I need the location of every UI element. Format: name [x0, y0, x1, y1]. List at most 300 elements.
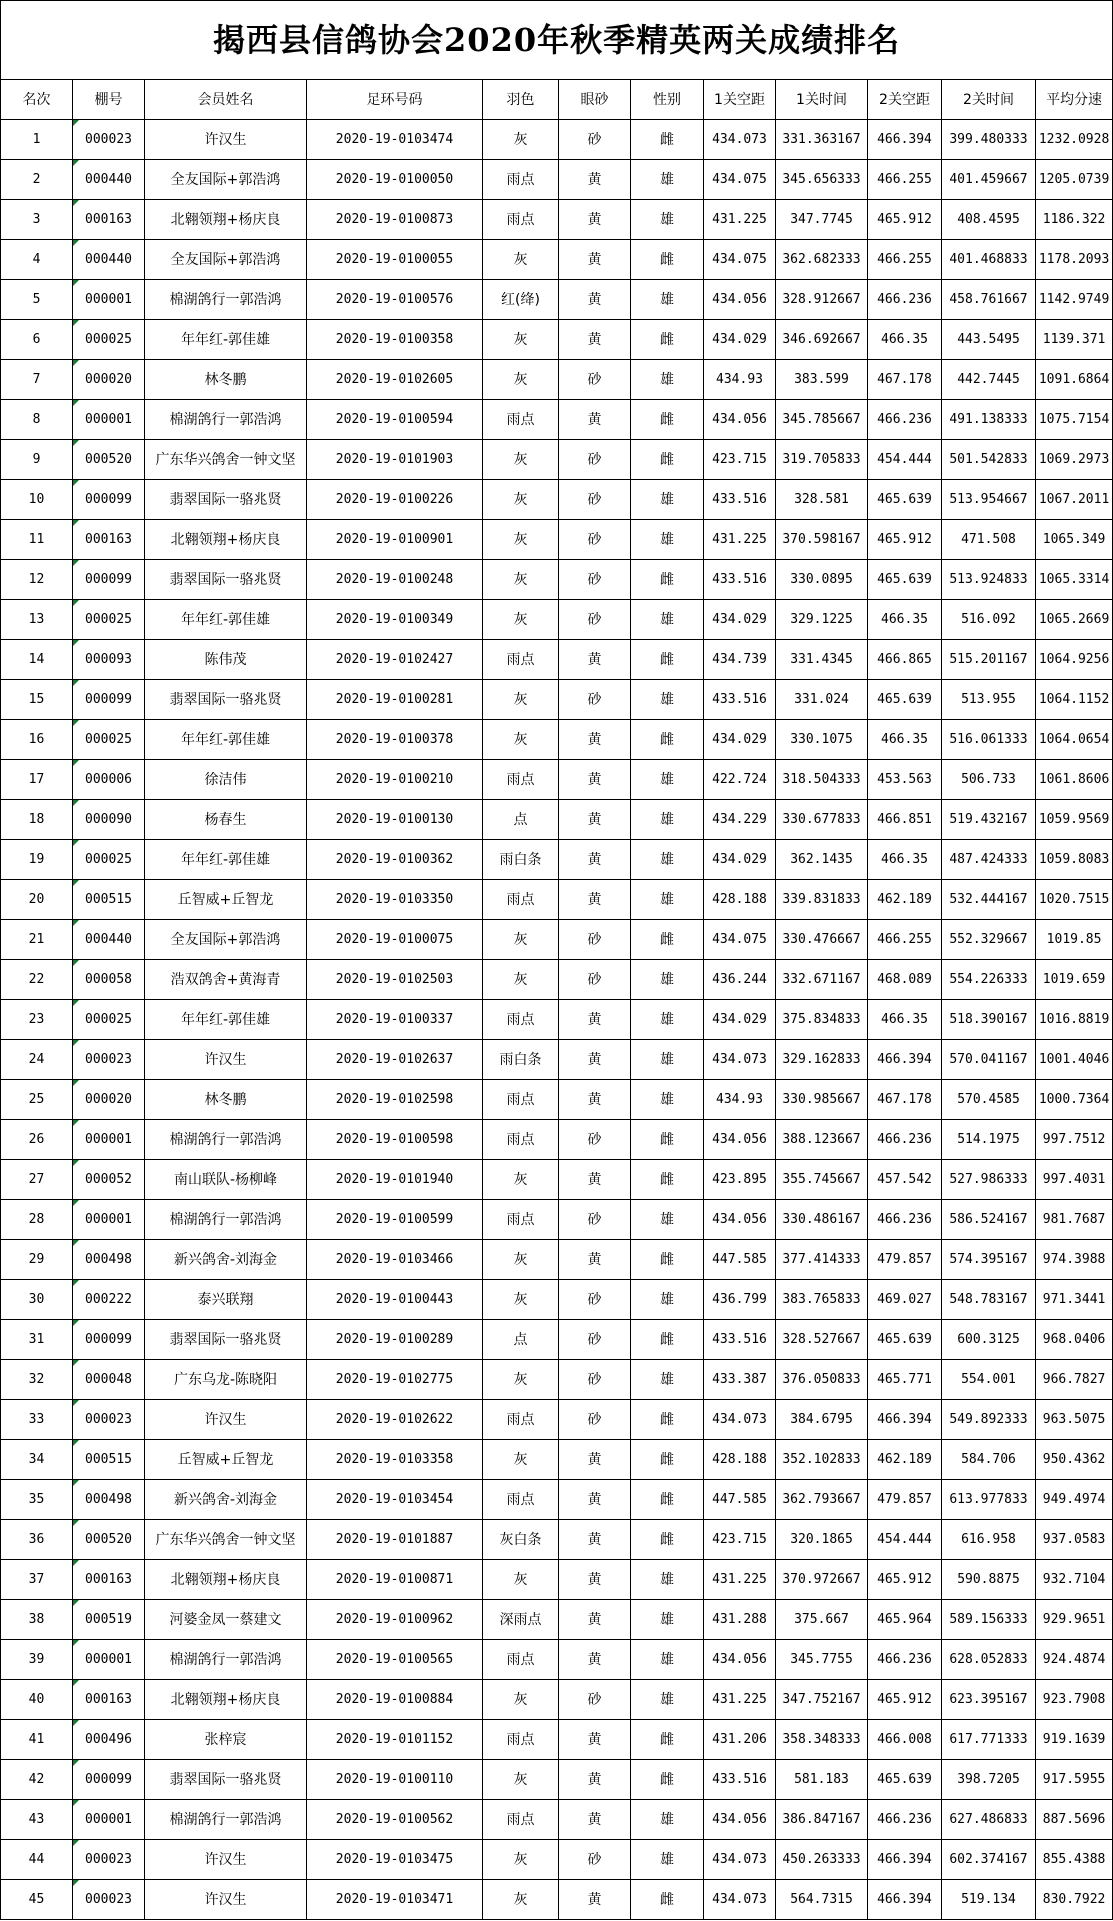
cell-sex: 雄 — [631, 200, 704, 240]
cell-rank: 40 — [1, 1680, 73, 1720]
cell-ring-number: 2020-19-0102622 — [307, 1400, 483, 1440]
cell-stage1-time: 330.476667 — [776, 920, 868, 960]
cell-rank: 43 — [1, 1800, 73, 1840]
cell-member-name: 北翱领翔+杨庆良 — [145, 200, 307, 240]
cell-loft-no: 000163 — [73, 200, 145, 240]
cell-avg-speed: 997.4031 — [1036, 1160, 1113, 1200]
cell-stage2-time: 513.954667 — [942, 480, 1036, 520]
cell-stage1-distance: 431.288 — [704, 1600, 776, 1640]
cell-feather-color: 灰 — [483, 1440, 559, 1480]
cell-ring-number: 2020-19-0100050 — [307, 160, 483, 200]
cell-stage2-distance: 466.851 — [868, 800, 942, 840]
cell-avg-speed: 949.4974 — [1036, 1480, 1113, 1520]
cell-stage1-distance: 431.225 — [704, 1560, 776, 1600]
cell-stage1-distance: 431.225 — [704, 1680, 776, 1720]
cell-loft-no: 000023 — [73, 1840, 145, 1880]
cell-member-name: 年年红-郭佳雄 — [145, 1000, 307, 1040]
table-row — [1, 880, 1113, 920]
cell-stage1-distance: 436.244 — [704, 960, 776, 1000]
cell-eye-sand: 砂 — [559, 1280, 631, 1320]
cell-eye-sand: 黄 — [559, 1000, 631, 1040]
cell-sex: 雄 — [631, 1080, 704, 1120]
cell-feather-color: 灰 — [483, 1680, 559, 1720]
cell-loft-no: 000025 — [73, 1000, 145, 1040]
cell-ring-number: 2020-19-0100562 — [307, 1800, 483, 1840]
cell-loft-no: 000006 — [73, 760, 145, 800]
cell-member-name: 翡翠国际一骆兆贤 — [145, 560, 307, 600]
table-row — [1, 800, 1113, 840]
cell-loft-no: 000163 — [73, 1680, 145, 1720]
cell-stage2-time: 532.444167 — [942, 880, 1036, 920]
cell-sex: 雌 — [631, 920, 704, 960]
cell-eye-sand: 黄 — [559, 1080, 631, 1120]
cell-rank: 17 — [1, 760, 73, 800]
cell-ring-number: 2020-19-0102605 — [307, 360, 483, 400]
cell-member-name: 许汉生 — [145, 1400, 307, 1440]
cell-stage2-time: 617.771333 — [942, 1720, 1036, 1760]
table-row — [1, 240, 1113, 280]
column-header-avg-speed: 平均分速 — [1036, 80, 1113, 120]
cell-sex: 雌 — [631, 1520, 704, 1560]
cell-sex: 雄 — [631, 360, 704, 400]
cell-stage2-time: 627.486833 — [942, 1800, 1036, 1840]
cell-loft-no: 000023 — [73, 1040, 145, 1080]
cell-stage1-time: 362.682333 — [776, 240, 868, 280]
cell-stage1-time: 362.1435 — [776, 840, 868, 880]
cell-feather-color: 雨点 — [483, 1720, 559, 1760]
table-row — [1, 680, 1113, 720]
cell-feather-color: 雨白条 — [483, 840, 559, 880]
cell-stage1-distance: 434.075 — [704, 160, 776, 200]
cell-stage1-time: 330.677833 — [776, 800, 868, 840]
cell-ring-number: 2020-19-0102637 — [307, 1040, 483, 1080]
cell-stage1-time: 329.1225 — [776, 600, 868, 640]
cell-stage1-time: 331.363167 — [776, 120, 868, 160]
cell-ring-number: 2020-19-0102503 — [307, 960, 483, 1000]
cell-avg-speed: 963.5075 — [1036, 1400, 1113, 1440]
cell-stage1-distance: 434.073 — [704, 1040, 776, 1080]
table-row — [1, 160, 1113, 200]
cell-stage1-distance: 433.387 — [704, 1360, 776, 1400]
column-header-loft-no: 棚号 — [73, 80, 145, 120]
cell-stage1-distance: 434.073 — [704, 1840, 776, 1880]
cell-sex: 雄 — [631, 280, 704, 320]
cell-avg-speed: 1069.2973 — [1036, 440, 1113, 480]
cell-feather-color: 雨点 — [483, 160, 559, 200]
cell-stage2-time: 602.374167 — [942, 1840, 1036, 1880]
cell-member-name: 丘智威+丘智龙 — [145, 880, 307, 920]
cell-ring-number: 2020-19-0100248 — [307, 560, 483, 600]
cell-rank: 9 — [1, 440, 73, 480]
cell-eye-sand: 黄 — [559, 720, 631, 760]
cell-avg-speed: 1067.2011 — [1036, 480, 1113, 520]
table-row — [1, 1440, 1113, 1480]
cell-stage2-time: 613.977833 — [942, 1480, 1036, 1520]
cell-avg-speed: 1019.659 — [1036, 960, 1113, 1000]
cell-sex: 雌 — [631, 320, 704, 360]
cell-stage1-time: 376.050833 — [776, 1360, 868, 1400]
cell-eye-sand: 黄 — [559, 1480, 631, 1520]
cell-member-name: 许汉生 — [145, 120, 307, 160]
cell-eye-sand: 砂 — [559, 960, 631, 1000]
table-row — [1, 1320, 1113, 1360]
cell-avg-speed: 923.7908 — [1036, 1680, 1113, 1720]
cell-rank: 39 — [1, 1640, 73, 1680]
cell-stage2-time: 554.001 — [942, 1360, 1036, 1400]
cell-stage1-time: 345.785667 — [776, 400, 868, 440]
cell-feather-color: 灰 — [483, 520, 559, 560]
cell-loft-no: 000058 — [73, 960, 145, 1000]
cell-stage2-distance: 465.912 — [868, 520, 942, 560]
cell-member-name: 年年红-郭佳雄 — [145, 840, 307, 880]
cell-stage2-distance: 466.236 — [868, 280, 942, 320]
cell-avg-speed: 974.3988 — [1036, 1240, 1113, 1280]
cell-stage2-time: 408.4595 — [942, 200, 1036, 240]
cell-sex: 雌 — [631, 640, 704, 680]
cell-loft-no: 000001 — [73, 1200, 145, 1240]
cell-stage1-time: 328.527667 — [776, 1320, 868, 1360]
cell-stage1-time: 386.847167 — [776, 1800, 868, 1840]
cell-rank: 25 — [1, 1080, 73, 1120]
cell-eye-sand: 黄 — [559, 1880, 631, 1920]
cell-member-name: 杨春生 — [145, 800, 307, 840]
cell-stage1-time: 370.598167 — [776, 520, 868, 560]
cell-stage2-time: 487.424333 — [942, 840, 1036, 880]
cell-stage1-distance: 434.056 — [704, 1800, 776, 1840]
cell-feather-color: 雨点 — [483, 880, 559, 920]
cell-rank: 21 — [1, 920, 73, 960]
cell-stage1-distance: 431.225 — [704, 520, 776, 560]
cell-sex: 雄 — [631, 1800, 704, 1840]
cell-avg-speed: 1019.85 — [1036, 920, 1113, 960]
cell-stage1-time: 450.263333 — [776, 1840, 868, 1880]
cell-stage2-time: 519.432167 — [942, 800, 1036, 840]
cell-avg-speed: 887.5696 — [1036, 1800, 1113, 1840]
cell-sex: 雄 — [631, 1640, 704, 1680]
cell-loft-no: 000023 — [73, 120, 145, 160]
cell-stage1-distance: 436.799 — [704, 1280, 776, 1320]
cell-rank: 7 — [1, 360, 73, 400]
cell-stage2-time: 518.390167 — [942, 1000, 1036, 1040]
cell-rank: 24 — [1, 1040, 73, 1080]
cell-loft-no: 000496 — [73, 1720, 145, 1760]
cell-loft-no: 000048 — [73, 1360, 145, 1400]
cell-eye-sand: 黄 — [559, 1640, 631, 1680]
cell-member-name: 浩双鸽舍+黄海青 — [145, 960, 307, 1000]
cell-sex: 雌 — [631, 400, 704, 440]
cell-stage2-time: 589.156333 — [942, 1600, 1036, 1640]
table-row — [1, 560, 1113, 600]
cell-loft-no: 000001 — [73, 1800, 145, 1840]
cell-eye-sand: 黄 — [559, 1760, 631, 1800]
cell-sex: 雌 — [631, 1880, 704, 1920]
column-header-eye-sand: 眼砂 — [559, 80, 631, 120]
cell-stage2-time: 527.986333 — [942, 1160, 1036, 1200]
cell-loft-no: 000001 — [73, 1640, 145, 1680]
cell-feather-color: 灰 — [483, 1160, 559, 1200]
table-row — [1, 1160, 1113, 1200]
table-row — [1, 1480, 1113, 1520]
cell-loft-no: 000520 — [73, 1520, 145, 1560]
cell-feather-color: 深雨点 — [483, 1600, 559, 1640]
cell-member-name: 全友国际+郭浩鸿 — [145, 920, 307, 960]
cell-member-name: 翡翠国际一骆兆贤 — [145, 1760, 307, 1800]
cell-ring-number: 2020-19-0100110 — [307, 1760, 483, 1800]
cell-rank: 22 — [1, 960, 73, 1000]
cell-member-name: 棉湖鸽行一郭浩鸿 — [145, 1200, 307, 1240]
cell-member-name: 陈伟茂 — [145, 640, 307, 680]
cell-stage1-distance: 433.516 — [704, 480, 776, 520]
cell-eye-sand: 砂 — [559, 360, 631, 400]
column-header-stage2-distance: 2关空距 — [868, 80, 942, 120]
table-row — [1, 320, 1113, 360]
cell-stage2-time: 519.134 — [942, 1880, 1036, 1920]
cell-stage2-time: 443.5495 — [942, 320, 1036, 360]
cell-stage1-distance: 423.895 — [704, 1160, 776, 1200]
cell-feather-color: 雨点 — [483, 1480, 559, 1520]
cell-ring-number: 2020-19-0102598 — [307, 1080, 483, 1120]
cell-sex: 雄 — [631, 800, 704, 840]
cell-eye-sand: 黄 — [559, 760, 631, 800]
table-row — [1, 1640, 1113, 1680]
column-header-ring-number: 足环号码 — [307, 80, 483, 120]
cell-stage1-distance: 434.029 — [704, 600, 776, 640]
cell-rank: 15 — [1, 680, 73, 720]
cell-loft-no: 000025 — [73, 320, 145, 360]
cell-feather-color: 灰 — [483, 1840, 559, 1880]
cell-ring-number: 2020-19-0101887 — [307, 1520, 483, 1560]
cell-avg-speed: 1059.8083 — [1036, 840, 1113, 880]
cell-eye-sand: 黄 — [559, 1800, 631, 1840]
cell-sex: 雌 — [631, 120, 704, 160]
cell-stage1-time: 345.656333 — [776, 160, 868, 200]
cell-member-name: 许汉生 — [145, 1840, 307, 1880]
cell-stage2-time: 584.706 — [942, 1440, 1036, 1480]
cell-stage2-distance: 468.089 — [868, 960, 942, 1000]
cell-avg-speed: 1001.4046 — [1036, 1040, 1113, 1080]
cell-feather-color: 灰 — [483, 680, 559, 720]
cell-stage1-time: 370.972667 — [776, 1560, 868, 1600]
cell-feather-color: 灰 — [483, 1280, 559, 1320]
cell-rank: 26 — [1, 1120, 73, 1160]
cell-loft-no: 000001 — [73, 400, 145, 440]
cell-stage2-time: 554.226333 — [942, 960, 1036, 1000]
cell-rank: 23 — [1, 1000, 73, 1040]
cell-stage2-time: 548.783167 — [942, 1280, 1036, 1320]
cell-ring-number: 2020-19-0100075 — [307, 920, 483, 960]
cell-stage2-distance: 465.639 — [868, 560, 942, 600]
cell-rank: 19 — [1, 840, 73, 880]
cell-stage2-time: 401.468833 — [942, 240, 1036, 280]
cell-loft-no: 000498 — [73, 1240, 145, 1280]
cell-eye-sand: 砂 — [559, 1320, 631, 1360]
cell-stage2-distance: 466.236 — [868, 1800, 942, 1840]
cell-loft-no: 000093 — [73, 640, 145, 680]
cell-ring-number: 2020-19-0100358 — [307, 320, 483, 360]
cell-ring-number: 2020-19-0103474 — [307, 120, 483, 160]
cell-rank: 16 — [1, 720, 73, 760]
table-row — [1, 1680, 1113, 1720]
cell-sex: 雌 — [631, 240, 704, 280]
cell-avg-speed: 929.9651 — [1036, 1600, 1113, 1640]
cell-stage2-time: 458.761667 — [942, 280, 1036, 320]
cell-member-name: 年年红-郭佳雄 — [145, 720, 307, 760]
cell-stage1-distance: 434.073 — [704, 120, 776, 160]
cell-eye-sand: 黄 — [559, 1240, 631, 1280]
cell-feather-color: 雨点 — [483, 760, 559, 800]
cell-feather-color: 灰 — [483, 480, 559, 520]
cell-stage2-distance: 467.178 — [868, 1080, 942, 1120]
cell-stage2-distance: 466.255 — [868, 240, 942, 280]
cell-avg-speed: 1139.371 — [1036, 320, 1113, 360]
cell-stage2-distance: 454.444 — [868, 1520, 942, 1560]
cell-ring-number: 2020-19-0100055 — [307, 240, 483, 280]
cell-stage1-time: 328.912667 — [776, 280, 868, 320]
cell-rank: 4 — [1, 240, 73, 280]
cell-eye-sand: 黄 — [559, 240, 631, 280]
column-header-feather-color: 羽色 — [483, 80, 559, 120]
cell-rank: 12 — [1, 560, 73, 600]
cell-member-name: 广东华兴鸽舍一钟文坚 — [145, 440, 307, 480]
cell-member-name: 河婆金凤一蔡建文 — [145, 1600, 307, 1640]
cell-stage2-distance: 466.35 — [868, 720, 942, 760]
cell-stage2-time: 549.892333 — [942, 1400, 1036, 1440]
cell-stage2-distance: 454.444 — [868, 440, 942, 480]
cell-loft-no: 000025 — [73, 840, 145, 880]
cell-eye-sand: 砂 — [559, 560, 631, 600]
cell-avg-speed: 1064.0654 — [1036, 720, 1113, 760]
cell-stage1-distance: 434.056 — [704, 1120, 776, 1160]
cell-feather-color: 雨点 — [483, 400, 559, 440]
cell-loft-no: 000090 — [73, 800, 145, 840]
cell-stage2-distance: 466.008 — [868, 1720, 942, 1760]
cell-eye-sand: 黄 — [559, 840, 631, 880]
cell-eye-sand: 砂 — [559, 680, 631, 720]
cell-sex: 雄 — [631, 1200, 704, 1240]
cell-sex: 雌 — [631, 1400, 704, 1440]
table-row — [1, 1720, 1113, 1760]
cell-sex: 雄 — [631, 680, 704, 720]
cell-avg-speed: 1065.349 — [1036, 520, 1113, 560]
cell-stage1-distance: 434.056 — [704, 1200, 776, 1240]
cell-member-name: 棉湖鸽行一郭浩鸿 — [145, 400, 307, 440]
cell-eye-sand: 黄 — [559, 320, 631, 360]
cell-avg-speed: 1065.3314 — [1036, 560, 1113, 600]
cell-eye-sand: 黄 — [559, 880, 631, 920]
column-header-member-name: 会员姓名 — [145, 80, 307, 120]
cell-eye-sand: 砂 — [559, 920, 631, 960]
cell-ring-number: 2020-19-0100598 — [307, 1120, 483, 1160]
cell-stage1-distance: 434.073 — [704, 1400, 776, 1440]
table-row — [1, 1040, 1113, 1080]
cell-stage1-time: 339.831833 — [776, 880, 868, 920]
cell-rank: 13 — [1, 600, 73, 640]
cell-stage2-time: 516.061333 — [942, 720, 1036, 760]
table-row — [1, 640, 1113, 680]
cell-rank: 37 — [1, 1560, 73, 1600]
cell-ring-number: 2020-19-0100226 — [307, 480, 483, 520]
cell-loft-no: 000163 — [73, 1560, 145, 1600]
table-row — [1, 1200, 1113, 1240]
cell-ring-number: 2020-19-0101940 — [307, 1160, 483, 1200]
cell-stage2-distance: 457.542 — [868, 1160, 942, 1200]
cell-avg-speed: 937.0583 — [1036, 1520, 1113, 1560]
cell-stage1-distance: 434.056 — [704, 400, 776, 440]
cell-feather-color: 雨点 — [483, 200, 559, 240]
cell-stage2-distance: 466.394 — [868, 120, 942, 160]
cell-avg-speed: 950.4362 — [1036, 1440, 1113, 1480]
table-row — [1, 360, 1113, 400]
cell-stage2-time: 623.395167 — [942, 1680, 1036, 1720]
cell-stage2-distance: 466.255 — [868, 160, 942, 200]
cell-sex: 雌 — [631, 1480, 704, 1520]
cell-sex: 雌 — [631, 1240, 704, 1280]
cell-ring-number: 2020-19-0100901 — [307, 520, 483, 560]
cell-rank: 33 — [1, 1400, 73, 1440]
cell-member-name: 许汉生 — [145, 1880, 307, 1920]
cell-stage2-distance: 465.639 — [868, 1320, 942, 1360]
cell-ring-number: 2020-19-0100130 — [307, 800, 483, 840]
table-row — [1, 1760, 1113, 1800]
cell-stage1-time: 355.745667 — [776, 1160, 868, 1200]
cell-stage2-time: 600.3125 — [942, 1320, 1036, 1360]
cell-rank: 28 — [1, 1200, 73, 1240]
cell-stage1-time: 330.1075 — [776, 720, 868, 760]
cell-feather-color: 点 — [483, 1320, 559, 1360]
cell-stage1-distance: 434.739 — [704, 640, 776, 680]
cell-rank: 30 — [1, 1280, 73, 1320]
cell-stage2-time: 586.524167 — [942, 1200, 1036, 1240]
cell-stage1-distance: 434.075 — [704, 240, 776, 280]
cell-sex: 雌 — [631, 720, 704, 760]
cell-sex: 雄 — [631, 1600, 704, 1640]
cell-rank: 20 — [1, 880, 73, 920]
cell-avg-speed: 1020.7515 — [1036, 880, 1113, 920]
cell-stage1-time: 352.102833 — [776, 1440, 868, 1480]
cell-sex: 雌 — [631, 1120, 704, 1160]
cell-member-name: 广东华兴鸽舍一钟文坚 — [145, 1520, 307, 1560]
table-row — [1, 120, 1113, 160]
cell-loft-no: 000025 — [73, 720, 145, 760]
cell-stage1-time: 347.752167 — [776, 1680, 868, 1720]
cell-avg-speed: 1065.2669 — [1036, 600, 1113, 640]
cell-stage2-time: 442.7445 — [942, 360, 1036, 400]
cell-stage1-time: 345.7755 — [776, 1640, 868, 1680]
cell-eye-sand: 黄 — [559, 1160, 631, 1200]
cell-stage1-time: 331.024 — [776, 680, 868, 720]
cell-member-name: 翡翠国际一骆兆贤 — [145, 1320, 307, 1360]
cell-ring-number: 2020-19-0100289 — [307, 1320, 483, 1360]
cell-feather-color: 灰 — [483, 1560, 559, 1600]
cell-stage2-time: 514.1975 — [942, 1120, 1036, 1160]
cell-stage2-time: 552.329667 — [942, 920, 1036, 960]
cell-stage1-time: 328.581 — [776, 480, 868, 520]
cell-stage2-distance: 479.857 — [868, 1240, 942, 1280]
cell-rank: 2 — [1, 160, 73, 200]
table-row — [1, 1880, 1113, 1920]
cell-feather-color: 灰 — [483, 560, 559, 600]
cell-rank: 36 — [1, 1520, 73, 1560]
table-row — [1, 400, 1113, 440]
cell-loft-no: 000020 — [73, 1080, 145, 1120]
cell-ring-number: 2020-19-0100349 — [307, 600, 483, 640]
cell-loft-no: 000163 — [73, 520, 145, 560]
cell-stage2-distance: 453.563 — [868, 760, 942, 800]
cell-eye-sand: 砂 — [559, 520, 631, 560]
cell-feather-color: 灰 — [483, 920, 559, 960]
cell-feather-color: 灰 — [483, 360, 559, 400]
cell-feather-color: 灰 — [483, 1880, 559, 1920]
